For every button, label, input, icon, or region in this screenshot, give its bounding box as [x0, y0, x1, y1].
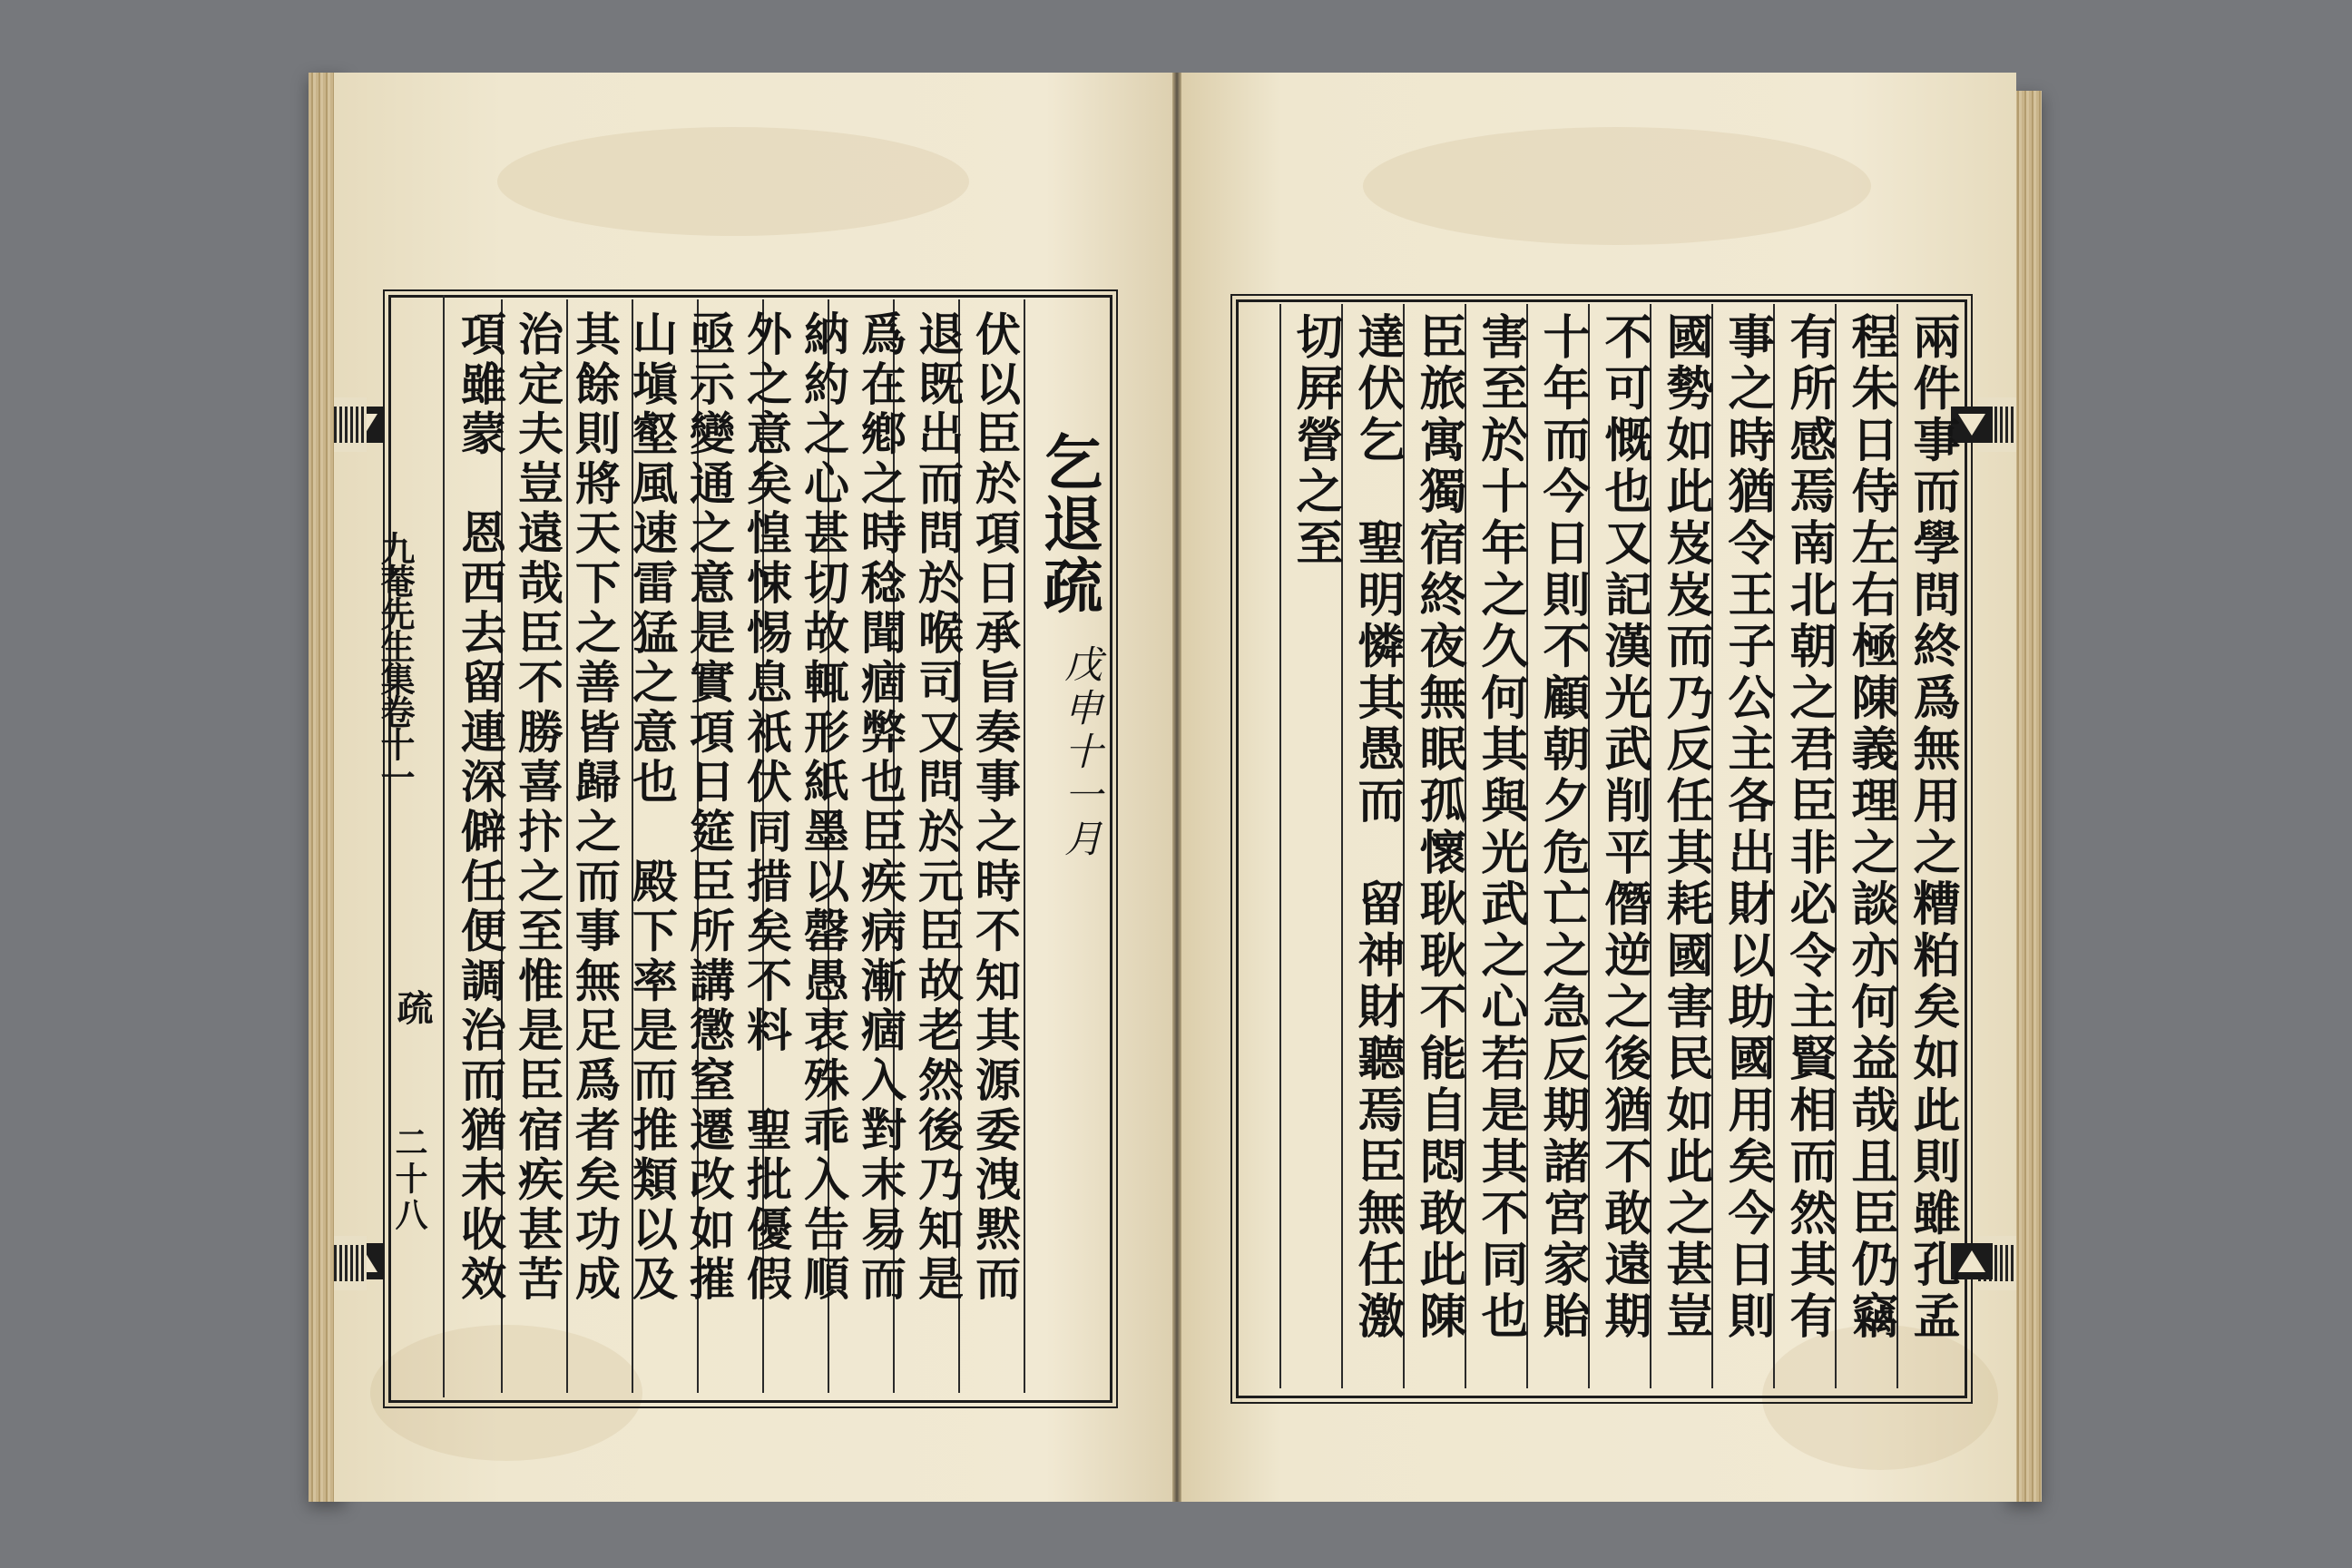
margin-label: 疏 [391, 989, 434, 1025]
page-number: 二十八 [390, 1125, 428, 1234]
text-column: 達伏乞 聖明憐其愚而 留神財聽焉臣無任激 [1349, 312, 1405, 1343]
text-column: 爲在鄕之時稔聞痼弊也臣疾病漸痼入對末易而 [854, 310, 907, 1305]
text-column: 其餘則將天下之善皆歸之而事無足爲者矣功成 [568, 310, 622, 1305]
margin-title: 九菴先生集卷十一 [375, 531, 416, 792]
text-column: 兩件事而學問終爲無用之糟粕矣如此則雖孔孟 [1905, 312, 1960, 1343]
date-note: 戊申十一月 [1059, 644, 1103, 862]
binding-thread-top [334, 397, 367, 452]
text-column: 山塡壑風速雷猛之意也 殿下率是而推類以及 [625, 310, 679, 1305]
text-column: 治定夫豈遠哉臣不勝喜抃之至惟是臣宿疾甚苦 [511, 310, 564, 1305]
text-column: 事之時猶令王子公主各出財以助國用矣今日則 [1720, 312, 1775, 1343]
text-column: 不可慨也又記漢光武削平僭逆之後猶不敢遠期 [1596, 312, 1651, 1343]
text-column: 有所感焉南北朝之君臣非必令主賢相而然其有 [1781, 312, 1837, 1343]
text-column: 退既出而問於喉司又問於元臣故老然後乃知是 [911, 310, 965, 1305]
left-page [334, 73, 1172, 1502]
heart-rule-left [443, 295, 445, 1397]
open-book [309, 73, 2042, 1502]
text-column: 伏以臣於項日承旨奏事之時不知其源委洩黙而 [968, 310, 1022, 1305]
text-column: 十年而今日則不顧朝夕危亡之急反期諸宮家貽 [1534, 312, 1590, 1343]
text-column: 納約之心甚切故輒形紙墨以罄愚衷殊乖入告順 [797, 310, 850, 1305]
book-gutter [1172, 73, 1181, 1502]
text-column: 國勢如此岌岌而乃反任其耗國害民如此之甚豈 [1658, 312, 1713, 1343]
text-column: 切屛營之至 [1288, 312, 1343, 570]
text-column: 亟示變通之意是實項日筵臣所講懲窒遷改如摧 [682, 310, 736, 1305]
text-column: 項雖蒙 恩西去留連深僻任便調治而猶未收效 [454, 310, 507, 1305]
title-column: 乞退疏 [1033, 431, 1103, 616]
text-column: 外之意矣惶悚惕息祇伏同措矣不料 聖批優假 [740, 310, 793, 1305]
text-column: 程朱日侍左右極陳義理之談亦何益哉且臣仍竊 [1843, 312, 1898, 1343]
right-page [1181, 73, 2016, 1502]
binding-thread-bottom [334, 1236, 367, 1290]
text-column: 臣旅寓獨宿終夜無眠孤懷耿耿不能自悶敢此陳 [1411, 312, 1466, 1343]
text-column: 害至於十年之久何其與光武之心若是其不同也 [1473, 312, 1528, 1343]
